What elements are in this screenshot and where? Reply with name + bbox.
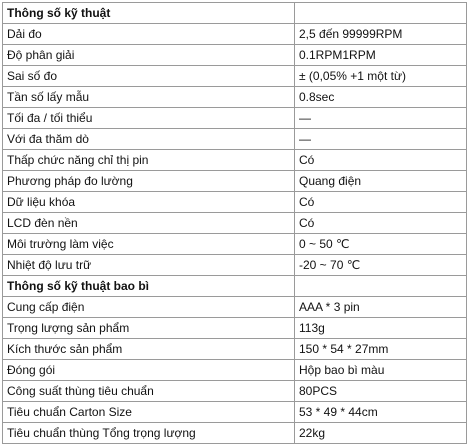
spec-table bbox=[2, 2, 467, 444]
table-row bbox=[3, 213, 467, 234]
section-header-packaging bbox=[3, 276, 467, 297]
row-value: 0.8sec bbox=[295, 87, 467, 108]
row-label: Trọng lượng sản phẩm bbox=[3, 318, 295, 339]
row-value: 22kg bbox=[295, 423, 467, 444]
row-value: Có bbox=[295, 192, 467, 213]
table-row bbox=[3, 381, 467, 402]
row-value: 0.1RPM1RPM bbox=[295, 45, 467, 66]
table-row bbox=[3, 45, 467, 66]
table-row bbox=[3, 108, 467, 129]
row-value: Quang điện bbox=[295, 171, 467, 192]
row-label: Kích thước sản phẩm bbox=[3, 339, 295, 360]
row-value: 53 * 49 * 44cm bbox=[295, 402, 467, 423]
row-value: — bbox=[295, 108, 467, 129]
table-row bbox=[3, 66, 467, 87]
section-header-value bbox=[295, 276, 467, 297]
row-label: Thấp chức năng chỉ thị pin bbox=[3, 150, 295, 171]
section-header-label: Thông số kỹ thuật bbox=[3, 3, 295, 24]
row-value: ± (0,05% +1 một từ) bbox=[295, 66, 467, 87]
row-label: Tiêu chuẩn Carton Size bbox=[3, 402, 295, 423]
row-value: AAA * 3 pin bbox=[295, 297, 467, 318]
row-value: Hộp bao bì màu bbox=[295, 360, 467, 381]
section-header-specs bbox=[3, 3, 467, 24]
row-label: Môi trường làm việc bbox=[3, 234, 295, 255]
row-label: Tiêu chuẩn thùng Tổng trọng lượng bbox=[3, 423, 295, 444]
row-value: — bbox=[295, 129, 467, 150]
row-label: Độ phân giải bbox=[3, 45, 295, 66]
table-row bbox=[3, 297, 467, 318]
table-row bbox=[3, 339, 467, 360]
table-row bbox=[3, 318, 467, 339]
row-label: Công suất thùng tiêu chuẩn bbox=[3, 381, 295, 402]
table-row bbox=[3, 87, 467, 108]
table-row bbox=[3, 423, 467, 444]
row-value: 80PCS bbox=[295, 381, 467, 402]
row-label: Đóng gói bbox=[3, 360, 295, 381]
table-row bbox=[3, 192, 467, 213]
table-row bbox=[3, 150, 467, 171]
row-label: Tối đa / tối thiểu bbox=[3, 108, 295, 129]
row-value: 150 * 54 * 27mm bbox=[295, 339, 467, 360]
row-label: Dải đo bbox=[3, 24, 295, 45]
table-row bbox=[3, 171, 467, 192]
row-label: LCD đèn nền bbox=[3, 213, 295, 234]
spec-table-body bbox=[3, 3, 467, 444]
row-value: 113g bbox=[295, 318, 467, 339]
row-label: Với đa thăm dò bbox=[3, 129, 295, 150]
section-header-label: Thông số kỹ thuật bao bì bbox=[3, 276, 295, 297]
table-row bbox=[3, 402, 467, 423]
row-label: Nhiệt độ lưu trữ bbox=[3, 255, 295, 276]
table-row bbox=[3, 234, 467, 255]
row-label: Dữ liệu khóa bbox=[3, 192, 295, 213]
row-value: Có bbox=[295, 150, 467, 171]
row-label: Tần số lấy mẫu bbox=[3, 87, 295, 108]
row-label: Sai số đo bbox=[3, 66, 295, 87]
table-row bbox=[3, 129, 467, 150]
row-value: 2,5 đến 99999RPM bbox=[295, 24, 467, 45]
table-row bbox=[3, 360, 467, 381]
table-row bbox=[3, 24, 467, 45]
table-row bbox=[3, 255, 467, 276]
row-value: -20 ~ 70 ℃ bbox=[295, 255, 467, 276]
row-value: 0 ~ 50 ℃ bbox=[295, 234, 467, 255]
row-label: Phương pháp đo lường bbox=[3, 171, 295, 192]
row-value: Có bbox=[295, 213, 467, 234]
section-header-value bbox=[295, 3, 467, 24]
row-label: Cung cấp điện bbox=[3, 297, 295, 318]
